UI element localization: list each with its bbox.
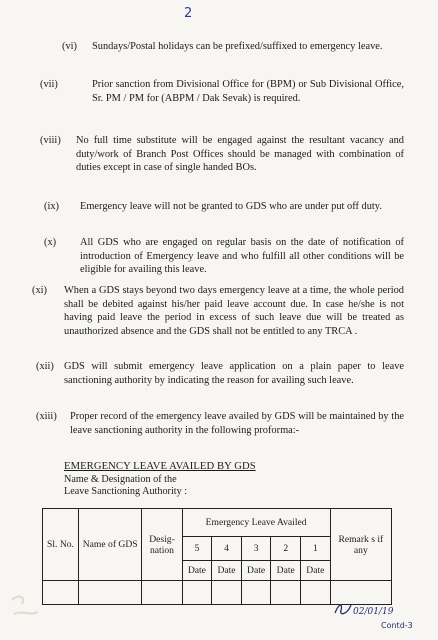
proforma-title: EMERGENCY LEAVE AVAILED BY GDS — [64, 461, 256, 472]
proforma-authority-line: Leave Sanctioning Authority : — [64, 486, 188, 497]
empty-cell — [142, 581, 182, 605]
col-designation: Desig-nation — [142, 509, 182, 581]
leave-number: 3 — [241, 537, 271, 561]
leave-number: 1 — [301, 537, 331, 561]
col-emergency-leave-availed: Emergency Leave Availed — [182, 509, 330, 537]
empty-cell — [212, 581, 242, 605]
date-label: Date — [182, 561, 212, 581]
clause-number: (ix) — [44, 201, 60, 212]
leave-number: 4 — [212, 537, 242, 561]
date-label: Date — [241, 561, 271, 581]
date-label: Date — [212, 561, 242, 581]
clause-text: All GDS who are engaged on regular basis on the date of notification of introduction of Emergency leave and who fulfill all other conditions will be eligible for availing this leave. — [80, 237, 404, 276]
empty-cell — [78, 581, 141, 605]
clause-number: (vii) — [40, 79, 58, 90]
clause-number: (xi) — [32, 285, 48, 296]
clause-number: (vi) — [62, 41, 78, 52]
empty-cell — [271, 581, 301, 605]
faint-stamp-mark-icon — [8, 590, 48, 624]
clause-text: No full time substitute will be engaged against the resultant vacancy and duty/work of Branch Post Offices should be managed with combination of duties except in case of single handed BOs. — [76, 135, 404, 174]
signature-scribble-icon — [333, 601, 353, 617]
col-sl-no: Sl. No. — [43, 509, 79, 581]
date-label: Date — [271, 561, 301, 581]
clause-number: (xiii) — [36, 411, 57, 422]
continued-marker: Contd-3 — [381, 621, 413, 630]
proforma-table — [42, 508, 392, 605]
date-label: Date — [301, 561, 331, 581]
page-number: 2 — [184, 6, 193, 21]
proforma-name-line: Name & Designation of the — [64, 474, 177, 485]
clause-text: GDS will submit emergency leave application on a plain paper to leave sanctioning authority by indicating the reason for availing such leave. — [64, 361, 404, 386]
clause-number: (viii) — [40, 135, 61, 146]
clause-number: (xii) — [36, 361, 54, 372]
leave-number: 2 — [271, 537, 301, 561]
clause-text: Sundays/Postal holidays can be prefixed/suffixed to emergency leave. — [92, 41, 383, 52]
empty-cell — [301, 581, 331, 605]
empty-cell — [182, 581, 212, 605]
col-name-of-gds: Name of GDS — [78, 509, 141, 581]
clause-text: When a GDS stays beyond two days emergency leave at a time, the whole period shall be debited against his/her paid leave account due. In case he/she is not having paid leave the period in excess of such leave due will be treated as unauthorized absence and the GDS shall not be entitled to any TRCA . — [64, 285, 404, 337]
handwritten-signature — [333, 601, 393, 618]
col-remarks: Remark s if any — [330, 509, 391, 581]
clause-text: Prior sanction from Divisional Office for (BPM) or Sub Divisional Office, Sr. PM / PM for (ABPM / Dak Sevak) is required. — [92, 79, 404, 104]
clause-number: (x) — [44, 237, 57, 248]
empty-cell — [241, 581, 271, 605]
clause-text: Proper record of the emergency leave availed by GDS will be maintained by the leave sanctioning authority in the following proforma:- — [70, 411, 404, 436]
leave-number: 5 — [182, 537, 212, 561]
clause-text: Emergency leave will not be granted to GDS who are under put off duty. — [80, 201, 382, 212]
signature-date: 02/01/19 — [353, 607, 394, 617]
